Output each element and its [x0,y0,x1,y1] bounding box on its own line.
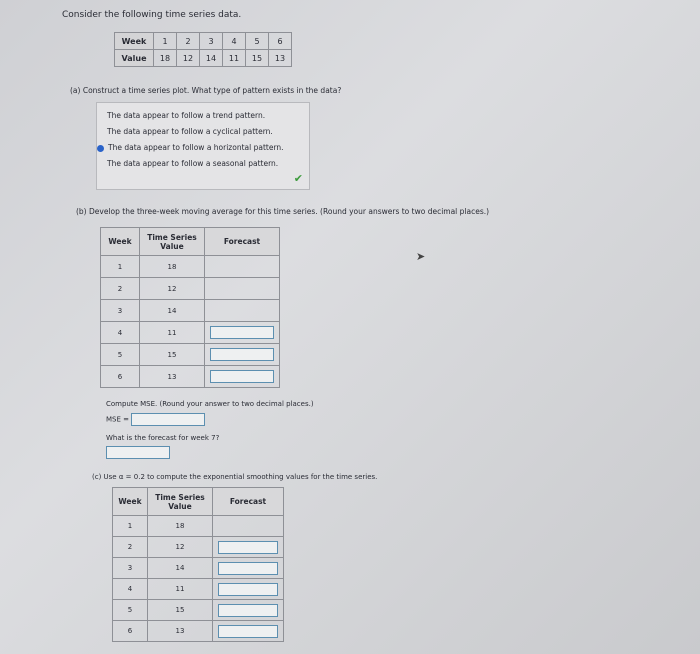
moving-average-table [100,227,280,388]
value-cell: 15 [140,344,205,366]
choice-label: The data appear to follow a horizontal pattern. [108,143,284,152]
value-cell: 11 [223,50,246,67]
choice-trend[interactable] [107,111,265,120]
week-cell: 5 [246,33,269,50]
week-cell: 4 [101,322,140,344]
forecast-cell [205,322,280,344]
forecast-cell [213,516,284,537]
intro-text: Consider the following time series data. [62,10,242,20]
es-input-week-6[interactable] [218,625,278,638]
week-cell: 3 [200,33,223,50]
forecast-cell [205,344,280,366]
forecast-input-week-5[interactable] [210,348,274,361]
week-cell: 6 [101,366,140,388]
week-cell: 5 [113,600,148,621]
value-cell: 12 [148,537,213,558]
value-header: Time Series Value [140,228,205,256]
forecast-cell [213,558,284,579]
table-header-row [101,228,280,256]
forecast-header: Forecast [205,228,280,256]
forecast-cell [205,278,280,300]
part-b-question: (b) Develop the three-week moving average for this time series. (Round your answers to two decimal places.) [76,207,490,216]
table-row [113,600,284,621]
value-cell: 14 [200,50,223,67]
value-cell: 13 [140,366,205,388]
forecast-cell [213,600,284,621]
week-cell: 1 [113,516,148,537]
week-cell: 2 [113,537,148,558]
part-c-question: (c) Use α = 0.2 to compute the exponential smoothing values for the time series. [92,473,378,481]
value-header: Time Series Value [148,488,213,516]
forecast-cell [213,579,284,600]
week7-forecast-input[interactable] [106,446,170,459]
value-cell: 12 [140,278,205,300]
value-cell: 15 [246,50,269,67]
table-row [113,558,284,579]
table-row [101,256,280,278]
mse-prompt: Compute MSE. (Round your answer to two decimal places.) [106,400,314,408]
es-input-week-3[interactable] [218,562,278,575]
forecast-header: Forecast [213,488,284,516]
part-a-question: (a) Construct a time series plot. What type of pattern exists in the data? [70,86,342,95]
choice-seasonal[interactable] [107,159,278,168]
table-row [113,579,284,600]
week7-prompt: What is the forecast for week 7? [106,434,220,442]
week-cell: 3 [101,300,140,322]
table-row [113,621,284,642]
correct-check-icon: ✔ [293,172,303,185]
value-cell: 18 [154,50,177,67]
week-header: Week [113,488,148,516]
selected-radio-icon [97,145,104,152]
value-cell: 11 [140,322,205,344]
forecast-input-week-6[interactable] [210,370,274,383]
value-cell: 13 [148,621,213,642]
week-cell: 6 [269,33,292,50]
week-header: Week [115,33,154,50]
forecast-cell [205,300,280,322]
week-cell: 3 [113,558,148,579]
mse-input[interactable] [131,413,205,426]
value-cell: 12 [177,50,200,67]
value-cell: 18 [148,516,213,537]
table-row [101,366,280,388]
table-row [101,278,280,300]
week-cell: 1 [101,256,140,278]
table-row [113,516,284,537]
es-input-week-2[interactable] [218,541,278,554]
value-cell: 15 [148,600,213,621]
week-cell: 2 [101,278,140,300]
week-cell: 5 [101,344,140,366]
mse-label: MSE = [106,415,129,424]
value-cell: 18 [140,256,205,278]
forecast-cell [213,537,284,558]
choice-horizontal[interactable] [97,143,284,152]
es-input-week-5[interactable] [218,604,278,617]
value-cell: 11 [148,579,213,600]
week-cell: 4 [223,33,246,50]
value-cell: 14 [140,300,205,322]
choice-label: The data appear to follow a trend pattern. [107,111,266,120]
table-row [101,322,280,344]
exponential-smoothing-table [112,487,284,642]
choice-label: The data appear to follow a seasonal pattern. [107,159,279,168]
forecast-cell [205,366,280,388]
choice-label: The data appear to follow a cyclical pattern. [107,127,273,136]
mse-row [106,413,205,426]
data-table [114,32,292,67]
week-cell: 4 [113,579,148,600]
table-row [101,344,280,366]
value-cell: 13 [269,50,292,67]
value-row [115,50,292,67]
table-header-row [113,488,284,516]
value-header: Value [115,50,154,67]
week-header: Week [101,228,140,256]
value-cell: 14 [148,558,213,579]
mouse-cursor-icon: ➤ [416,250,426,263]
forecast-cell [213,621,284,642]
forecast-input-week-4[interactable] [210,326,274,339]
es-input-week-4[interactable] [218,583,278,596]
week-row [115,33,292,50]
week-cell: 1 [154,33,177,50]
choice-cyclical[interactable] [107,127,273,136]
week-cell: 2 [177,33,200,50]
forecast-cell [205,256,280,278]
week-cell: 6 [113,621,148,642]
part-a-choices [96,102,310,190]
table-row [113,537,284,558]
table-row [101,300,280,322]
